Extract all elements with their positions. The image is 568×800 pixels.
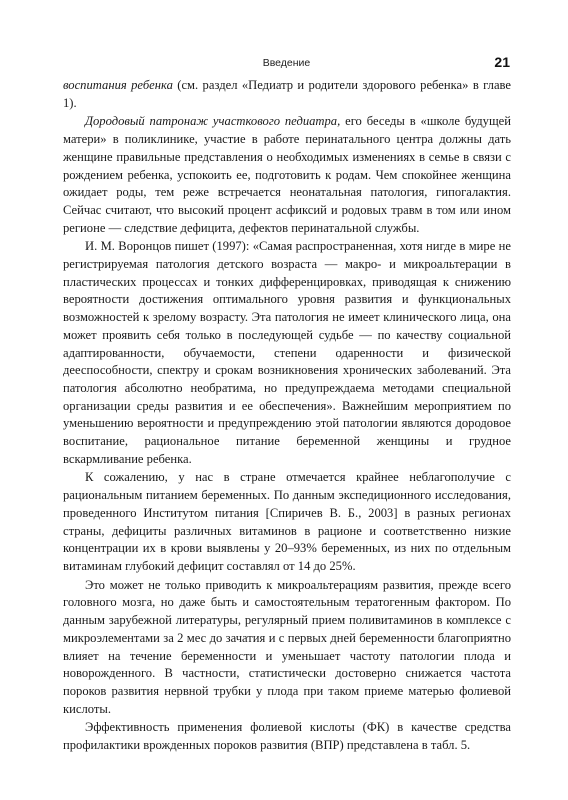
paragraph-text: И. М. Воронцов пишет (1997): «Самая распространенная, хотя нигде в мире не регистрируемая патология детского возраста — макро- и микроальтерации в пластических процессах и тонких дифференцировках, приводящая к снижению вероятности достижения оптимального уровня развития и функциональных возможностей к зрелому возрасту. Эта патология не имеет клинического лица, она может проявить себя только в последующей судьбе — по качеству социальной адаптированности, обучаемости, степени одаренности и физической дееспособности, спектру и срокам возникновения хронических заболеваний. Эта патология абсолютно необратима, но предупреждаема методами специальной организации среды развития и ее обеспечения». Важнейшим мероприятием по уменьшению вероятности и предупреждению этой патологии являются дородовое воспитание, рациональное питание беременной женщины и грудное вскармливание ребенка.	[63, 239, 511, 466]
body-text	[63, 77, 511, 755]
italic-term: Дородовый патронаж участкового педиатра,	[85, 114, 341, 129]
paragraph-text: (см. раздел «Педиатр и родители здорового ребенка» в главе 1).	[63, 78, 512, 110]
page-number: 21	[494, 54, 510, 70]
paragraph-vorontsov-quote	[63, 238, 511, 468]
paragraph-continuation	[63, 77, 511, 112]
paragraph-prenatal-visit	[63, 113, 511, 237]
running-title: Введение	[262, 57, 311, 69]
running-header	[63, 52, 510, 72]
paragraph-text: его беседы в «школе будущей матери» в поликлинике, участие в работе перинатального центра должны дать женщине правильные представления о необходимых изменениях в семье в связи с рождением ребенка, успокоить ее, подготовить к родам. Чем спокойнее женщина ожидает роды, тем реже встречается неонатальная патология, гипогалактия. Сейчас считают, что высокий процент асфиксий и родовых травм в том или ином регионе — следствие дефицита, дефектов перинатальной службы.	[63, 114, 512, 235]
paragraph-text: Эффективность применения фолиевой кислоты (ФК) в качестве средства профилактики врожденных пороков развития (ВПР) представлена в табл. 5.	[63, 720, 511, 753]
italic-term: воспитания ребенка	[63, 78, 173, 92]
paragraph-vitamins	[63, 577, 511, 719]
paragraph-text: Это может не только приводить к микроальтерациям развития, прежде всего головного мозга, но даже быть и самостоятельным тератогенным фактором. По данным зарубежной литературы, регулярный прием поливитаминов в комплексе с микроэлементами за 2 мес до зачатия и с первых дней беременности благоприятно влияет на течение беременности и уменьшает частоту патологии плода и новорожденного. В частности, статистически достоверно снижается частота пороков развития нервной трубки у плода при таком приеме матерью фолиевой кислоты.	[63, 577, 511, 716]
paragraph-folic-acid	[63, 719, 511, 754]
paragraph-text: К сожалению, у нас в стране отмечается крайнее неблагополучие с рациональным питанием беременных. По данным экспедиционного исследования, проведенного Институтом питания [Спиричев В. Б., 2003] в разных регионах страны, дефициты различных витаминов в рационе и соответственно низкие концентрации их в крови выявлены у 20–93% беременных, из них по отдельным витаминам глубокий дефицит составлял от 14 до 25%.	[63, 470, 511, 573]
paragraph-nutrition	[63, 469, 511, 575]
